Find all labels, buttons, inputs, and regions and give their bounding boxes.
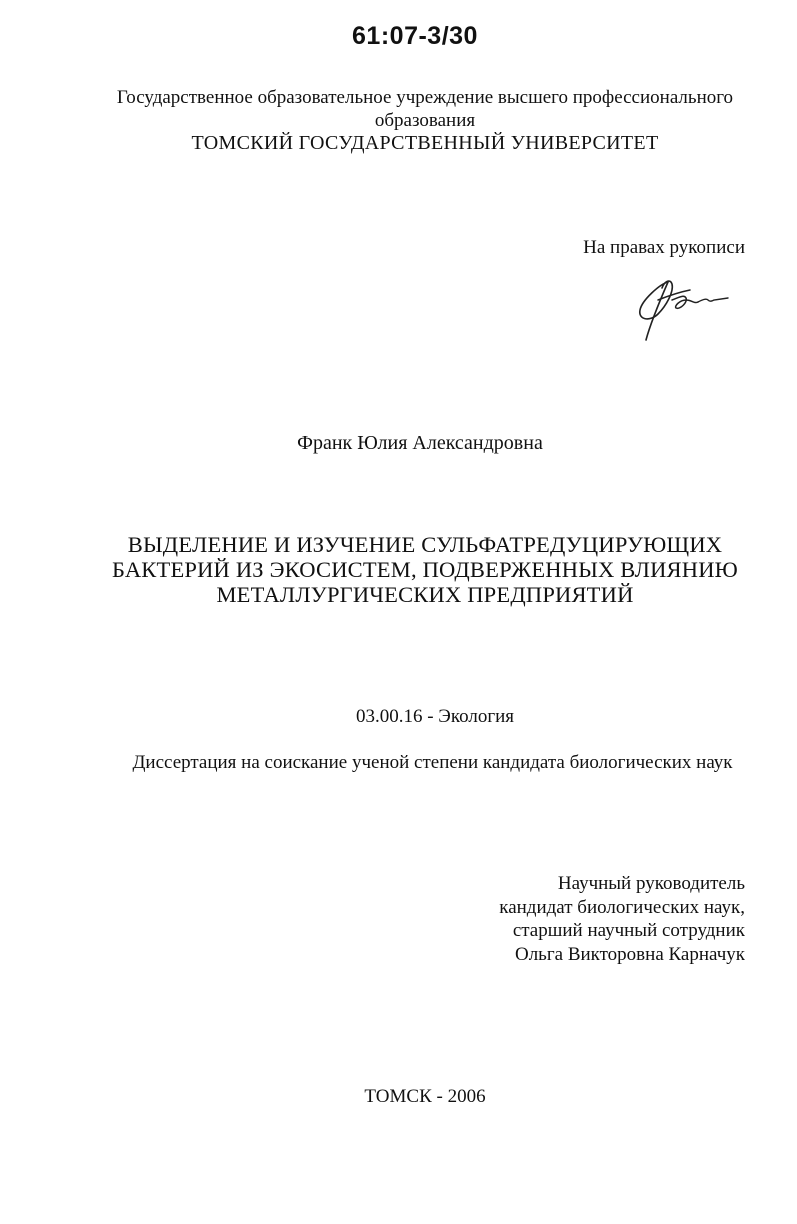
manuscript-rights-note: На правах рукописи <box>583 237 745 258</box>
institution-line-1: Государственное образовательное учреждение высшего профессионального <box>116 87 734 108</box>
institution-header <box>110 86 740 132</box>
supervisor-position: старший научный сотрудник <box>512 920 745 941</box>
author-name: Франк Юлия Александровна <box>297 432 543 454</box>
supervisor-role: Научный руководитель <box>557 873 745 894</box>
dissertation-title <box>40 532 797 607</box>
specialty-code: 03.00.16 - Экология <box>355 706 515 727</box>
title-line-2: БАКТЕРИЙ ИЗ ЭКОСИСТЕМ, ПОДВЕРЖЕННЫХ ВЛИЯНИЮ <box>112 557 738 582</box>
dissertation-degree-note: Диссертация на соискание ученой степени кандидата биологических наук <box>132 752 733 773</box>
handwritten-signature <box>628 270 738 342</box>
title-line-3: МЕТАЛЛУРГИЧЕСКИХ ПРЕДПРИЯТИЙ <box>216 582 634 607</box>
supervisor-block <box>499 872 745 966</box>
archive-stamp-code: 61:07-3/30 <box>352 22 478 50</box>
title-line-1: ВЫДЕЛЕНИЕ И ИЗУЧЕНИЕ СУЛЬФАТРЕДУЦИРУЮЩИХ <box>127 532 723 557</box>
institution-line-2: образования <box>374 110 476 131</box>
university-name: ТОМСКИЙ ГОСУДАРСТВЕННЫЙ УНИВЕРСИТЕТ <box>191 132 659 154</box>
city-year: ТОМСК - 2006 <box>364 1086 486 1107</box>
supervisor-name: Ольга Викторовна Карначук <box>514 943 745 965</box>
supervisor-degree: кандидат биологических наук, <box>499 896 745 918</box>
